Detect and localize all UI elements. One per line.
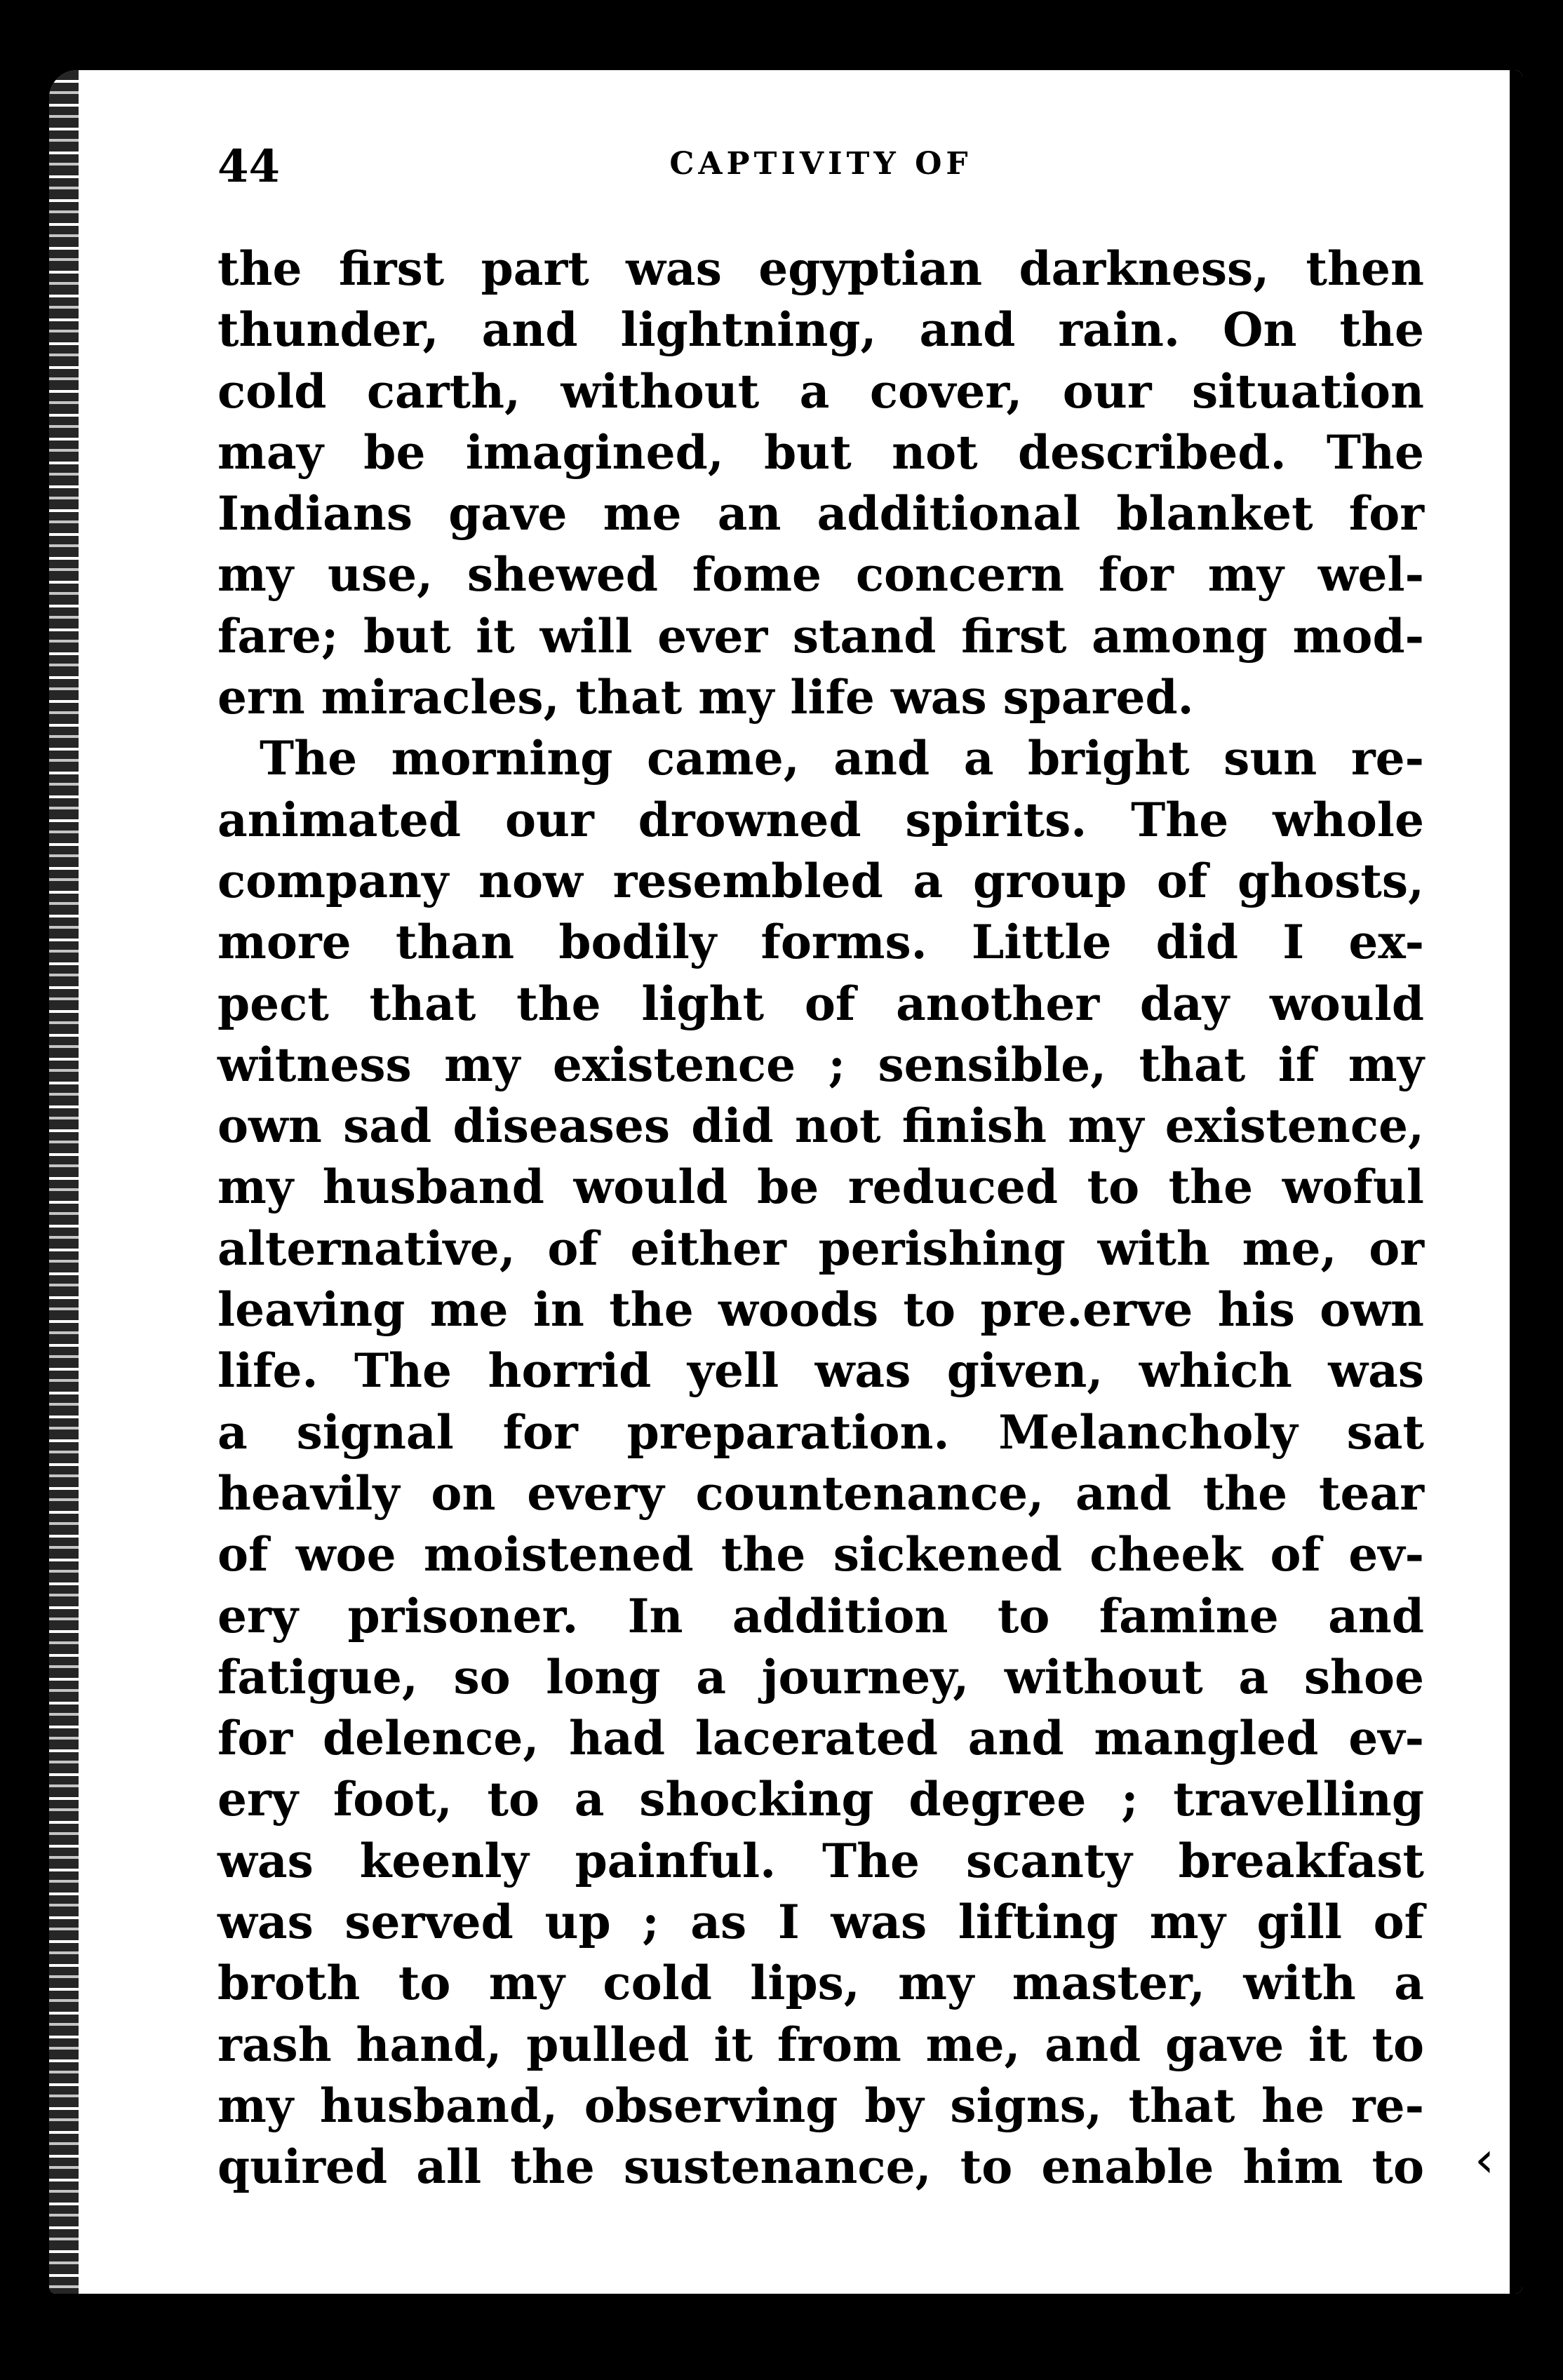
text-line: of woe moistened the sickened cheek of ev- xyxy=(217,1527,1424,1582)
text-line: animated our drowned spirits. The whole xyxy=(217,792,1424,847)
text-line: life. The horrid yell was given, which was xyxy=(217,1343,1424,1399)
text-line: The morning came, and a bright sun re- xyxy=(260,731,1424,786)
page-binding-edge xyxy=(49,70,79,2294)
text-line: fare; but it will ever stand first among mod- xyxy=(217,608,1424,664)
text-line: for delence, had lacerated and mangled ev- xyxy=(217,1711,1424,1766)
body-text xyxy=(217,238,1424,2198)
text-line: my husband would be reduced to the woful xyxy=(217,1159,1424,1215)
page-corner-mark: ‹ xyxy=(1475,2131,1494,2189)
page-number: 44 xyxy=(217,140,281,193)
text-line: cold carth, without a cover, our situation xyxy=(217,363,1424,419)
text-line: rash hand, pulled it from me, and gave it to xyxy=(217,2017,1424,2072)
text-line: the first part was egyptian darkness, then xyxy=(217,241,1424,296)
text-line: company now resembled a group of ghosts, xyxy=(217,853,1424,908)
text-line: ery prisoner. In addition to famine and xyxy=(217,1588,1424,1643)
text-line: leaving me in the woods to pre.erve his own xyxy=(217,1282,1424,1338)
page-header xyxy=(217,140,1424,217)
text-line: quired all the sustenance, to enable him to xyxy=(217,2139,1424,2195)
text-line: my husband, observing by signs, that he re- xyxy=(217,2078,1424,2133)
text-line: may be imagined, but not described. The xyxy=(217,424,1424,480)
text-line: my use, shewed fome concern for my wel- xyxy=(217,547,1424,603)
text-line: heavily on every countenance, and the tear xyxy=(217,1465,1424,1521)
text-line: a signal for preparation. Melancholy sat xyxy=(217,1404,1424,1460)
text-line: Indians gave me an additional blanket for xyxy=(217,486,1424,542)
text-line: own sad diseases did not finish my existence, xyxy=(217,1098,1424,1154)
text-line: was keenly painful. The scanty breakfast xyxy=(217,1833,1424,1888)
book-page xyxy=(49,70,1522,2294)
text-line: pect that the light of another day would xyxy=(217,976,1424,1031)
text-line: ern miracles, that my life was spared. xyxy=(217,670,1194,725)
text-line: witness my existence ; sensible, that if my xyxy=(217,1037,1424,1092)
running-head: CAPTIVITY OF xyxy=(669,146,972,182)
text-line: more than bodily forms. Little did I ex- xyxy=(217,915,1424,970)
text-line: ery foot, to a shocking degree ; travelling xyxy=(217,1772,1424,1827)
text-line: fatigue, so long a journey, without a shoe xyxy=(217,1649,1424,1705)
text-line: alternative, of either perishing with me, or xyxy=(217,1221,1424,1276)
text-line: thunder, and lightning, and rain. On the xyxy=(217,302,1424,358)
text-line: was served up ; as I was lifting my gill of xyxy=(217,1895,1424,1950)
page-right-edge xyxy=(1510,70,1522,2294)
text-line: broth to my cold lips, my master, with a xyxy=(217,1956,1424,2011)
